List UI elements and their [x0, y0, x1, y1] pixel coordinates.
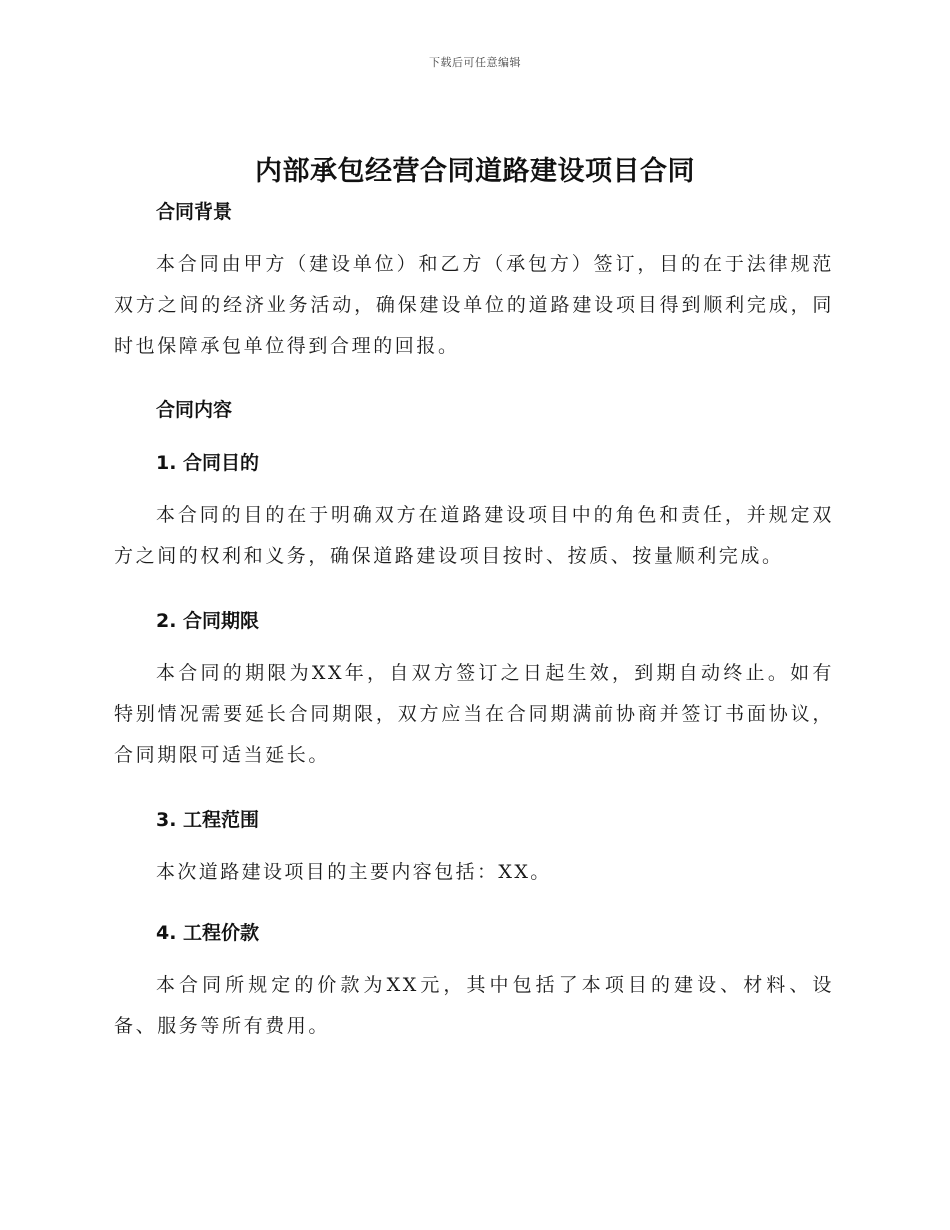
section-body-scope: 本次道路建设项目的主要内容包括：XX。 — [156, 861, 552, 883]
section-heading-price: 4. 工程价款 — [156, 922, 260, 944]
document-body — [114, 195, 834, 1047]
section-body-term: 本合同的期限为XX年，自双方签订之日起生效，到期自动终止。如有特别情况需要延长合同期限，双方应当在合同期满前协商并签订书面协议，合同期限可适当延长。 — [114, 662, 834, 766]
section-heading-background: 合同背景 — [156, 201, 233, 223]
section-heading-scope: 3. 工程范围 — [156, 809, 260, 831]
section-body-price: 本合同所规定的价款为XX元，其中包括了本项目的建设、材料、设备、服务等所有费用。 — [114, 974, 834, 1037]
section-heading-purpose: 1. 合同目的 — [156, 452, 260, 474]
document-title: 内部承包经营合同道路建设项目合同 — [255, 156, 695, 187]
section-heading-term: 2. 合同期限 — [156, 610, 260, 632]
section-body-background: 本合同由甲方（建设单位）和乙方（承包方）签订，目的在于法律规范双方之间的经济业务活动，确保建设单位的道路建设项目得到顺利完成，同时也保障承包单位得到合理的回报。 — [114, 253, 834, 357]
section-body-purpose: 本合同的目的在于明确双方在道路建设项目中的角色和责任，并规定双方之间的权利和义务，确保道路建设项目按时、按质、按量顺利完成。 — [114, 504, 834, 567]
section-heading-contents: 合同内容 — [156, 399, 233, 421]
header-note: 下载后可任意编辑 — [429, 56, 521, 69]
